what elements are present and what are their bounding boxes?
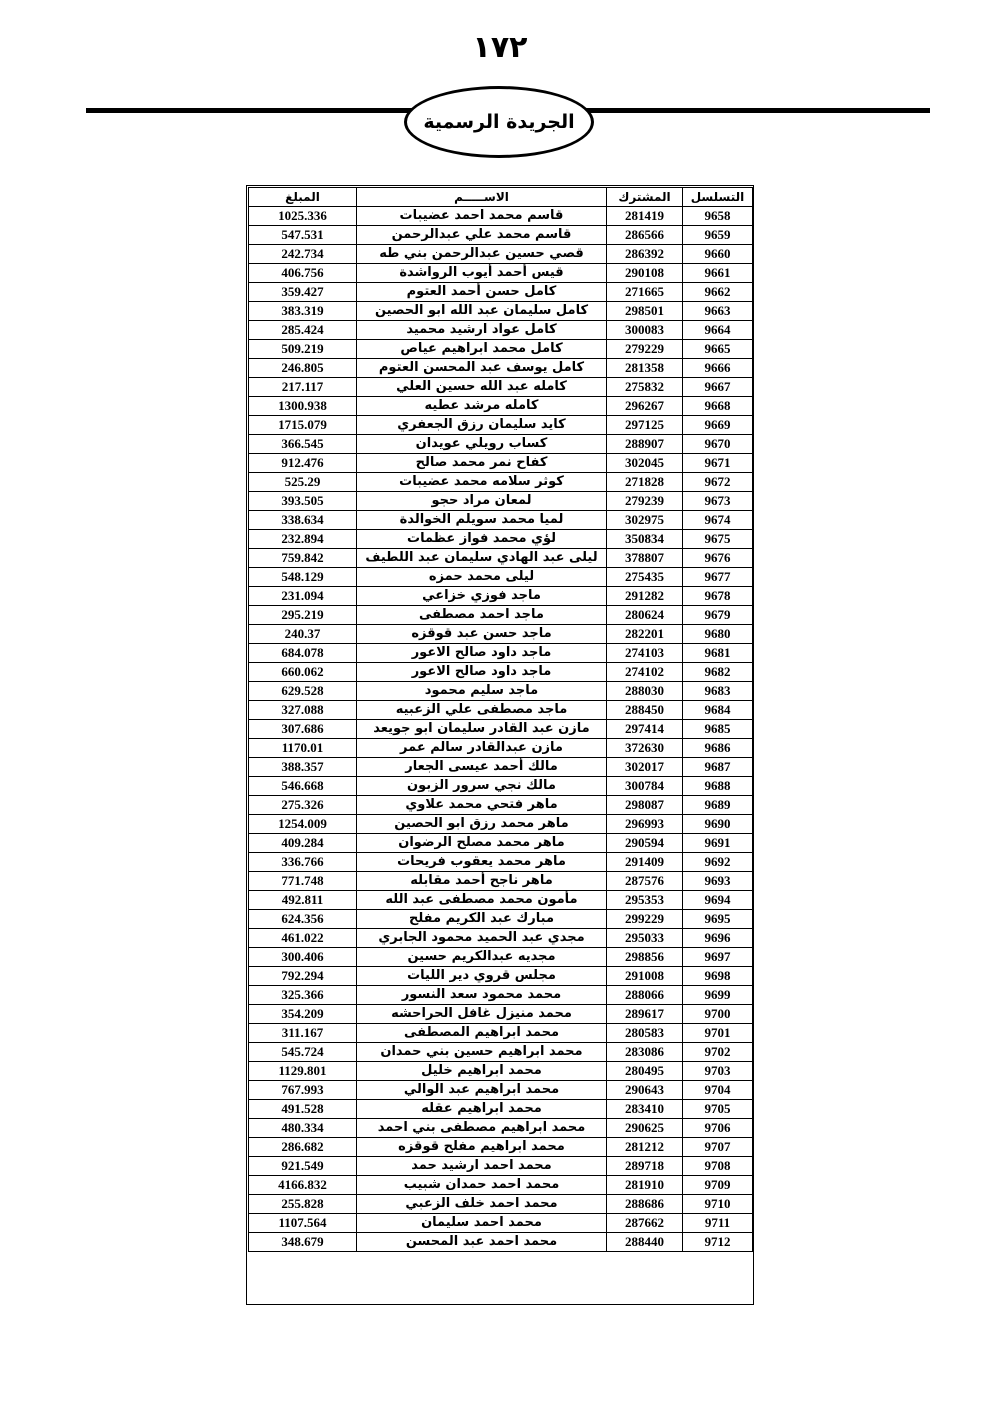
subscriber-cell: 302017 <box>607 758 683 777</box>
serial-cell: 9664 <box>683 321 753 340</box>
table-row <box>249 644 753 663</box>
serial-cell: 9698 <box>683 967 753 986</box>
amount-cell: 246.805 <box>249 359 357 378</box>
table-row <box>249 796 753 815</box>
table-body <box>249 207 753 1252</box>
table-row <box>249 1081 753 1100</box>
amount-cell: 491.528 <box>249 1100 357 1119</box>
serial-cell: 9671 <box>683 454 753 473</box>
serial-cell: 9661 <box>683 264 753 283</box>
amount-cell: 285.424 <box>249 321 357 340</box>
records-table <box>248 187 753 1252</box>
table-row <box>249 264 753 283</box>
table-row <box>249 1100 753 1119</box>
subscriber-cell: 291008 <box>607 967 683 986</box>
amount-cell: 461.022 <box>249 929 357 948</box>
table-row <box>249 283 753 302</box>
table-row <box>249 1214 753 1233</box>
name-cell: محمد ابراهيم عقله <box>357 1100 607 1119</box>
subscriber-cell: 288066 <box>607 986 683 1005</box>
serial-cell: 9685 <box>683 720 753 739</box>
table-row <box>249 834 753 853</box>
amount-cell: 275.326 <box>249 796 357 815</box>
table-header-row <box>249 188 753 207</box>
name-cell: كايد سليمان رزق الجعفري <box>357 416 607 435</box>
amount-cell: 383.319 <box>249 302 357 321</box>
serial-cell: 9670 <box>683 435 753 454</box>
amount-cell: 325.366 <box>249 986 357 1005</box>
serial-cell: 9708 <box>683 1157 753 1176</box>
amount-cell: 217.117 <box>249 378 357 397</box>
amount-cell: 759.842 <box>249 549 357 568</box>
amount-cell: 525.29 <box>249 473 357 492</box>
table-row <box>249 815 753 834</box>
subscriber-cell: 275435 <box>607 568 683 587</box>
table-row <box>249 530 753 549</box>
column-header-serial: التسلسل <box>683 188 753 207</box>
subscriber-cell: 372630 <box>607 739 683 758</box>
name-cell: مالك أحمد عيسى الجعار <box>357 758 607 777</box>
serial-cell: 9659 <box>683 226 753 245</box>
serial-cell: 9686 <box>683 739 753 758</box>
name-cell: محمد منيزل غافل الحراحشه <box>357 1005 607 1024</box>
subscriber-cell: 296267 <box>607 397 683 416</box>
serial-cell: 9700 <box>683 1005 753 1024</box>
serial-cell: 9663 <box>683 302 753 321</box>
amount-cell: 1170.01 <box>249 739 357 758</box>
subscriber-cell: 289617 <box>607 1005 683 1024</box>
subscriber-cell: 281910 <box>607 1176 683 1195</box>
subscriber-cell: 297125 <box>607 416 683 435</box>
subscriber-cell: 271828 <box>607 473 683 492</box>
amount-cell: 338.634 <box>249 511 357 530</box>
name-cell: كامل يوسف عبد المحسن العتوم <box>357 359 607 378</box>
name-cell: محمد احمد حمدان شبيب <box>357 1176 607 1195</box>
serial-cell: 9668 <box>683 397 753 416</box>
table-row <box>249 454 753 473</box>
subscriber-cell: 275832 <box>607 378 683 397</box>
table-row <box>249 872 753 891</box>
name-cell: مازن عبدالقادر سالم عمر <box>357 739 607 758</box>
name-cell: محمد احمد سليمان <box>357 1214 607 1233</box>
serial-cell: 9697 <box>683 948 753 967</box>
name-cell: ماجد داود صالح الاعور <box>357 644 607 663</box>
name-cell: كامل حسن أحمد العتوم <box>357 283 607 302</box>
name-cell: محمد احمد ارشيد حمد <box>357 1157 607 1176</box>
subscriber-cell: 283410 <box>607 1100 683 1119</box>
amount-cell: 232.894 <box>249 530 357 549</box>
table-row <box>249 758 753 777</box>
table-row <box>249 1195 753 1214</box>
name-cell: ماجد حسن عبد قوقزه <box>357 625 607 644</box>
table-row <box>249 967 753 986</box>
table-row <box>249 321 753 340</box>
subscriber-cell: 300083 <box>607 321 683 340</box>
serial-cell: 9675 <box>683 530 753 549</box>
subscriber-cell: 299229 <box>607 910 683 929</box>
table-row <box>249 720 753 739</box>
name-cell: مبارك عبد الكريم مفلح <box>357 910 607 929</box>
subscriber-cell: 281212 <box>607 1138 683 1157</box>
name-cell: محمد محمود سعد النسور <box>357 986 607 1005</box>
serial-cell: 9674 <box>683 511 753 530</box>
subscriber-cell: 286566 <box>607 226 683 245</box>
table-row <box>249 853 753 872</box>
amount-cell: 359.427 <box>249 283 357 302</box>
serial-cell: 9704 <box>683 1081 753 1100</box>
subscriber-cell: 290625 <box>607 1119 683 1138</box>
name-cell: كامل محمد ابراهيم عياص <box>357 340 607 359</box>
table-row <box>249 1062 753 1081</box>
amount-cell: 348.679 <box>249 1233 357 1252</box>
subscriber-cell: 291409 <box>607 853 683 872</box>
serial-cell: 9705 <box>683 1100 753 1119</box>
amount-cell: 300.406 <box>249 948 357 967</box>
name-cell: مجلس قروي دير الليات <box>357 967 607 986</box>
subscriber-cell: 274102 <box>607 663 683 682</box>
table-row <box>249 1176 753 1195</box>
serial-cell: 9673 <box>683 492 753 511</box>
serial-cell: 9693 <box>683 872 753 891</box>
table-row <box>249 682 753 701</box>
subscriber-cell: 271665 <box>607 283 683 302</box>
subscriber-cell: 288450 <box>607 701 683 720</box>
amount-cell: 286.682 <box>249 1138 357 1157</box>
serial-cell: 9701 <box>683 1024 753 1043</box>
subscriber-cell: 296993 <box>607 815 683 834</box>
table-row <box>249 226 753 245</box>
table-row <box>249 739 753 758</box>
serial-cell: 9711 <box>683 1214 753 1233</box>
column-header-amount: المبلغ <box>249 188 357 207</box>
serial-cell: 9694 <box>683 891 753 910</box>
subscriber-cell: 288686 <box>607 1195 683 1214</box>
amount-cell: 409.284 <box>249 834 357 853</box>
subscriber-cell: 290643 <box>607 1081 683 1100</box>
serial-cell: 9712 <box>683 1233 753 1252</box>
subscriber-cell: 290594 <box>607 834 683 853</box>
name-cell: لمعان مراد حجو <box>357 492 607 511</box>
amount-cell: 327.088 <box>249 701 357 720</box>
subscriber-cell: 281419 <box>607 207 683 226</box>
serial-cell: 9681 <box>683 644 753 663</box>
name-cell: كوثر سلامه محمد عضيبات <box>357 473 607 492</box>
serial-cell: 9683 <box>683 682 753 701</box>
serial-cell: 9679 <box>683 606 753 625</box>
serial-cell: 9707 <box>683 1138 753 1157</box>
serial-cell: 9680 <box>683 625 753 644</box>
page-number: ١٧٢ <box>472 30 528 65</box>
serial-cell: 9677 <box>683 568 753 587</box>
table-row <box>249 1024 753 1043</box>
serial-cell: 9695 <box>683 910 753 929</box>
serial-cell: 9665 <box>683 340 753 359</box>
serial-cell: 9660 <box>683 245 753 264</box>
serial-cell: 9672 <box>683 473 753 492</box>
amount-cell: 624.356 <box>249 910 357 929</box>
table-row <box>249 416 753 435</box>
name-cell: مأمون محمد مصطفى عبد الله <box>357 891 607 910</box>
amount-cell: 480.334 <box>249 1119 357 1138</box>
amount-cell: 311.167 <box>249 1024 357 1043</box>
table-row <box>249 587 753 606</box>
name-cell: مالك نجي سرور الزبون <box>357 777 607 796</box>
subscriber-cell: 295353 <box>607 891 683 910</box>
name-cell: محمد ابراهيم حسين بني حمدان <box>357 1043 607 1062</box>
name-cell: مجديه عبدالكريم حسين <box>357 948 607 967</box>
table-row <box>249 473 753 492</box>
amount-cell: 767.993 <box>249 1081 357 1100</box>
subscriber-cell: 302045 <box>607 454 683 473</box>
amount-cell: 1025.336 <box>249 207 357 226</box>
serial-cell: 9702 <box>683 1043 753 1062</box>
serial-cell: 9658 <box>683 207 753 226</box>
amount-cell: 548.129 <box>249 568 357 587</box>
serial-cell: 9667 <box>683 378 753 397</box>
serial-cell: 9690 <box>683 815 753 834</box>
table-row <box>249 511 753 530</box>
table-row <box>249 701 753 720</box>
amount-cell: 354.209 <box>249 1005 357 1024</box>
name-cell: ماجد داود صالح الاعور <box>357 663 607 682</box>
name-cell: ماهر ناجح أحمد مقابله <box>357 872 607 891</box>
amount-cell: 393.505 <box>249 492 357 511</box>
name-cell: كفاح نمر محمد صالح <box>357 454 607 473</box>
subscriber-cell: 288030 <box>607 682 683 701</box>
name-cell: قصي حسين عبدالرحمن بني طه <box>357 245 607 264</box>
amount-cell: 509.219 <box>249 340 357 359</box>
subscriber-cell: 290108 <box>607 264 683 283</box>
table-row <box>249 777 753 796</box>
table-row <box>249 435 753 454</box>
amount-cell: 771.748 <box>249 872 357 891</box>
table-row <box>249 663 753 682</box>
table-row <box>249 948 753 967</box>
serial-cell: 9706 <box>683 1119 753 1138</box>
name-cell: ماهر فتحي محمد علاوي <box>357 796 607 815</box>
amount-cell: 912.476 <box>249 454 357 473</box>
name-cell: قاسم محمد علي عبدالرحمن <box>357 226 607 245</box>
table-row <box>249 207 753 226</box>
serial-cell: 9666 <box>683 359 753 378</box>
column-header-name: الاســـــم <box>357 188 607 207</box>
subscriber-cell: 300784 <box>607 777 683 796</box>
subscriber-cell: 288907 <box>607 435 683 454</box>
amount-cell: 242.734 <box>249 245 357 264</box>
column-header-subscriber: المشترك <box>607 188 683 207</box>
amount-cell: 388.357 <box>249 758 357 777</box>
subscriber-cell: 291282 <box>607 587 683 606</box>
name-cell: ماجد سليم محمود <box>357 682 607 701</box>
amount-cell: 1129.801 <box>249 1062 357 1081</box>
name-cell: محمد ابراهيم عبد الوالي <box>357 1081 607 1100</box>
subscriber-cell: 283086 <box>607 1043 683 1062</box>
subscriber-cell: 295033 <box>607 929 683 948</box>
table-row <box>249 1119 753 1138</box>
serial-cell: 9688 <box>683 777 753 796</box>
table-row <box>249 492 753 511</box>
amount-cell: 545.724 <box>249 1043 357 1062</box>
amount-cell: 240.37 <box>249 625 357 644</box>
amount-cell: 492.811 <box>249 891 357 910</box>
table-row <box>249 606 753 625</box>
subscriber-cell: 281358 <box>607 359 683 378</box>
table-row <box>249 568 753 587</box>
table-row <box>249 891 753 910</box>
name-cell: ماجد مصطفى علي الزعبيه <box>357 701 607 720</box>
subscriber-cell: 298856 <box>607 948 683 967</box>
table-row <box>249 910 753 929</box>
table-row <box>249 1043 753 1062</box>
serial-cell: 9676 <box>683 549 753 568</box>
subscriber-cell: 302975 <box>607 511 683 530</box>
amount-cell: 684.078 <box>249 644 357 663</box>
table-row <box>249 359 753 378</box>
serial-cell: 9696 <box>683 929 753 948</box>
serial-cell: 9699 <box>683 986 753 1005</box>
name-cell: كامل عواد ارشيد محميد <box>357 321 607 340</box>
name-cell: ماهر محمد رزق ابو الحصين <box>357 815 607 834</box>
name-cell: كامله مرشد عطيه <box>357 397 607 416</box>
serial-cell: 9678 <box>683 587 753 606</box>
table-row <box>249 302 753 321</box>
serial-cell: 9682 <box>683 663 753 682</box>
subscriber-cell: 274103 <box>607 644 683 663</box>
name-cell: كساب رويلي عويدان <box>357 435 607 454</box>
table-row <box>249 625 753 644</box>
amount-cell: 792.294 <box>249 967 357 986</box>
name-cell: لؤي محمد فواز عظمات <box>357 530 607 549</box>
table-row <box>249 986 753 1005</box>
amount-cell: 921.549 <box>249 1157 357 1176</box>
amount-cell: 1715.079 <box>249 416 357 435</box>
name-cell: محمد احمد خلف الزعبي <box>357 1195 607 1214</box>
subscriber-cell: 280583 <box>607 1024 683 1043</box>
amount-cell: 336.766 <box>249 853 357 872</box>
name-cell: ماهر محمد مصلح الرضوان <box>357 834 607 853</box>
table-row <box>249 378 753 397</box>
name-cell: مجدي عبد الحميد محمود الجابري <box>357 929 607 948</box>
serial-cell: 9684 <box>683 701 753 720</box>
name-cell: ماجد احمد مصطفى <box>357 606 607 625</box>
subscriber-cell: 287662 <box>607 1214 683 1233</box>
subscriber-cell: 297414 <box>607 720 683 739</box>
name-cell: محمد ابراهيم مصطفى بني احمد <box>357 1119 607 1138</box>
amount-cell: 406.756 <box>249 264 357 283</box>
amount-cell: 546.668 <box>249 777 357 796</box>
amount-cell: 255.828 <box>249 1195 357 1214</box>
amount-cell: 660.062 <box>249 663 357 682</box>
table-row <box>249 1005 753 1024</box>
serial-cell: 9710 <box>683 1195 753 1214</box>
subscriber-cell: 286392 <box>607 245 683 264</box>
serial-cell: 9689 <box>683 796 753 815</box>
amount-cell: 231.094 <box>249 587 357 606</box>
subscriber-cell: 289718 <box>607 1157 683 1176</box>
amount-cell: 1300.938 <box>249 397 357 416</box>
name-cell: كامله عبد الله حسين العلي <box>357 378 607 397</box>
amount-cell: 307.686 <box>249 720 357 739</box>
amount-cell: 366.545 <box>249 435 357 454</box>
table-row <box>249 1157 753 1176</box>
subscriber-cell: 287576 <box>607 872 683 891</box>
amount-cell: 1107.564 <box>249 1214 357 1233</box>
subscriber-cell: 288440 <box>607 1233 683 1252</box>
table-row <box>249 245 753 264</box>
name-cell: ماجد فوزي خزاعي <box>357 587 607 606</box>
name-cell: ليلى عبد الهادي سليمان عبد اللطيف <box>357 549 607 568</box>
name-cell: محمد ابراهيم خليل <box>357 1062 607 1081</box>
subscriber-cell: 282201 <box>607 625 683 644</box>
subscriber-cell: 378807 <box>607 549 683 568</box>
subscriber-cell: 280624 <box>607 606 683 625</box>
table-row <box>249 929 753 948</box>
name-cell: محمد ابراهيم المصطفى <box>357 1024 607 1043</box>
name-cell: قيس أحمد أيوب الرواشدة <box>357 264 607 283</box>
name-cell: ماهر محمد يعقوب فريحات <box>357 853 607 872</box>
serial-cell: 9692 <box>683 853 753 872</box>
table-row <box>249 1233 753 1252</box>
subscriber-cell: 298087 <box>607 796 683 815</box>
name-cell: كامل سليمان عبد الله ابو الحصين <box>357 302 607 321</box>
gazette-title-oval <box>404 86 594 158</box>
table-row <box>249 340 753 359</box>
amount-cell: 295.219 <box>249 606 357 625</box>
serial-cell: 9691 <box>683 834 753 853</box>
name-cell: ليلى محمد حمزه <box>357 568 607 587</box>
subscriber-cell: 298501 <box>607 302 683 321</box>
serial-cell: 9687 <box>683 758 753 777</box>
name-cell: محمد ابراهيم مفلح قوقزه <box>357 1138 607 1157</box>
table-row <box>249 549 753 568</box>
subscriber-cell: 279239 <box>607 492 683 511</box>
serial-cell: 9662 <box>683 283 753 302</box>
name-cell: محمد احمد عبد المحسن <box>357 1233 607 1252</box>
amount-cell: 1254.009 <box>249 815 357 834</box>
subscriber-cell: 279229 <box>607 340 683 359</box>
serial-cell: 9709 <box>683 1176 753 1195</box>
subscriber-cell: 280495 <box>607 1062 683 1081</box>
amount-cell: 547.531 <box>249 226 357 245</box>
table-row <box>249 397 753 416</box>
name-cell: قاسم محمد احمد عضيبات <box>357 207 607 226</box>
subscriber-cell: 350834 <box>607 530 683 549</box>
amount-cell: 629.528 <box>249 682 357 701</box>
table-row <box>249 1138 753 1157</box>
name-cell: مازن عبد القادر سليمان ابو جويعد <box>357 720 607 739</box>
gazette-title: الجريدة الرسمية <box>423 111 575 133</box>
serial-cell: 9703 <box>683 1062 753 1081</box>
serial-cell: 9669 <box>683 416 753 435</box>
name-cell: لميا محمد سويلم الخوالدة <box>357 511 607 530</box>
amount-cell: 4166.832 <box>249 1176 357 1195</box>
